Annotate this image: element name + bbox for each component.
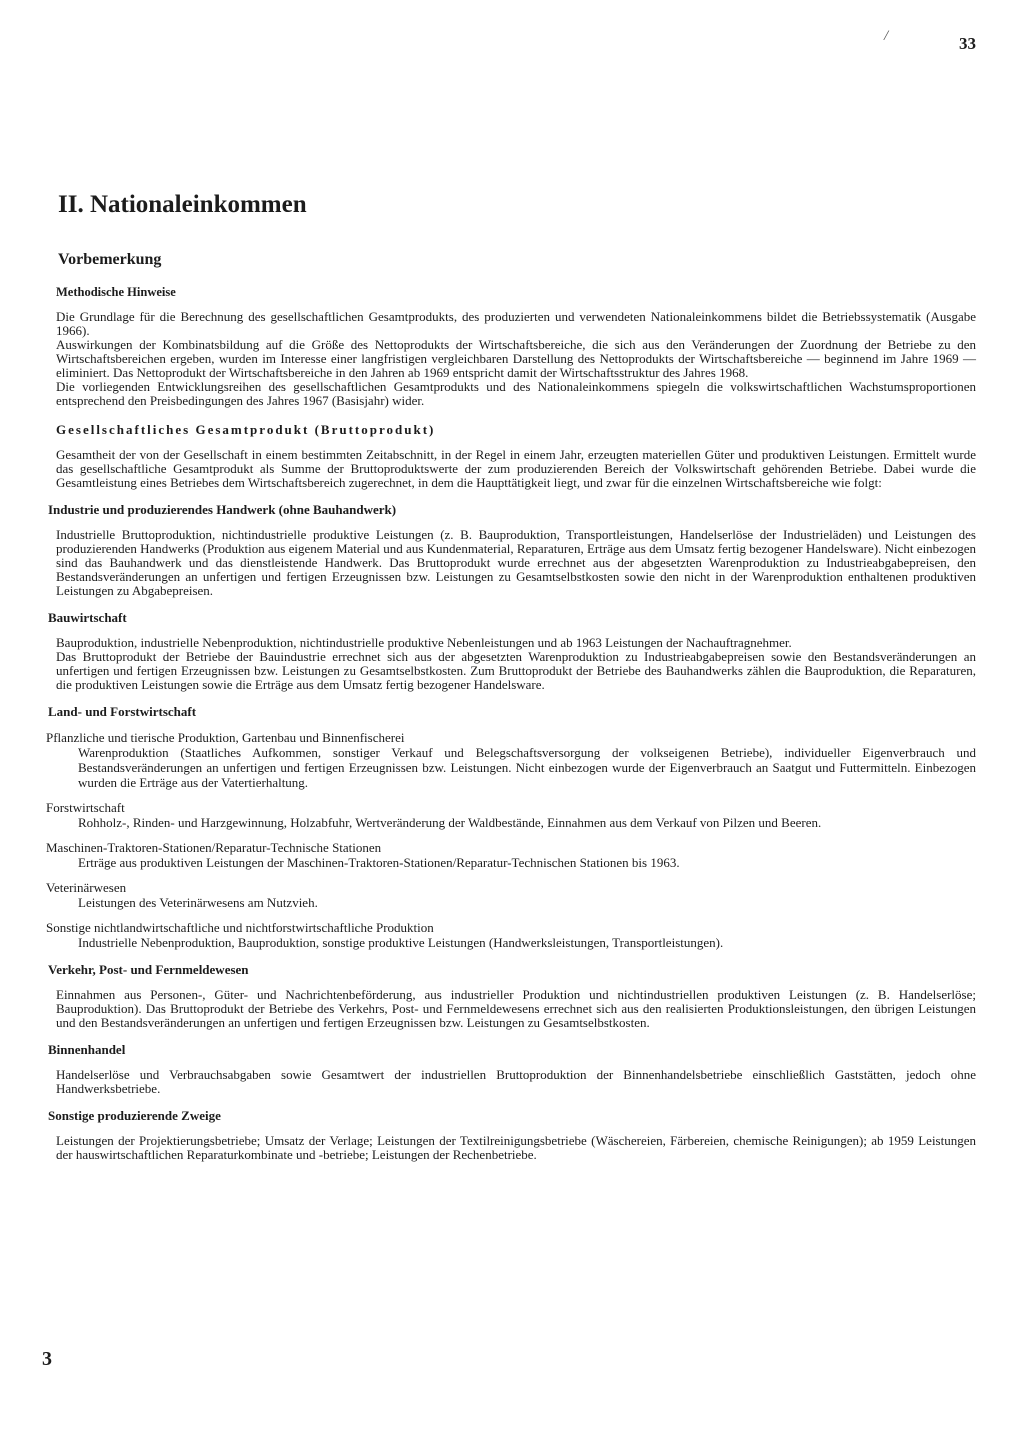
subsection-title: Pflanzliche und tierische Produktion, Gartenbau und Binnenfischerei (46, 730, 405, 745)
subsection-text: Rohholz-, Rinden- und Harzgewinnung, Holzabfuhr, Wertveränderung der Waldbestände, Einnahmen aus dem Verkauf von Pilzen und Beeren. (78, 815, 822, 830)
paragraph: Das Bruttoprodukt der Betriebe der Bauindustrie errechnet sich aus der abgesetzten Warenproduktion zu Industrieabgabepreisen sowie den Bestandsveränderungen an unfertigen und fertigen Erzeugnissen bzw. Leistungen zu Gesamtselbstkosten. Zum Bruttoprodukt der Betriebe des Bauhandwerks zählen die Bauproduktion, die Reparaturen, die produktiven Leistungen sowie die Erträge aus dem Umsatz fertig bezogener Handelsware. (56, 649, 976, 692)
heading-industrie: Industrie und produzierendes Handwerk (ohne Bauhandwerk) (48, 502, 397, 517)
heading-bauwirtschaft: Bauwirtschaft (48, 610, 127, 625)
paragraph: Leistungen der Projektierungsbetriebe; Umsatz der Verlage; Leistungen der Textilreinigungsbetriebe (Wäschereien, Färbereien, chemische Reinigungen); ab 1959 Leistungen der hauswirtschaftlichen Reparaturkombinate und -betriebe; Leistungen der Rechenbetriebe. (56, 1133, 976, 1162)
heading-methodische-hinweise: Methodische Hinweise (56, 285, 176, 299)
main-content (42, 188, 976, 1162)
page-number: 33 (959, 34, 976, 53)
footer-mark: 3 (42, 1348, 52, 1370)
paragraph: Handelserlöse und Verbrauchsabgaben sowie Gesamtwert der industriellen Bruttoproduktion der Binnenhandelsbetriebe einschließlich Gaststätten, jedoch ohne Handwerksbetriebe. (56, 1067, 976, 1096)
heading-verkehr: Verkehr, Post- und Fernmeldewesen (48, 962, 249, 977)
paragraph: Einnahmen aus Personen-, Güter- und Nachrichtenbeförderung, aus industrieller Produktion und nichtindustriellen produktiven Leistungen (z. B. Handelserlöse; Bauproduktion). Das Bruttoprodukt der Betriebe des Verkehrs, Post- und Fernmeldewesens errechnet sich aus den realisierten Produktionsleistungen, den übrigen Leistungen und den Bestandsveränderungen an unfertigen und fertigen Erzeugnissen bzw. Leistungen zu Gesamtselbstkosten. (56, 987, 976, 1030)
subsection-title: Forstwirtschaft (46, 800, 125, 815)
heading-sonstige: Sonstige produzierende Zweige (48, 1108, 221, 1123)
subsection-text: Erträge aus produktiven Leistungen der Maschinen-Traktoren-Stationen/Reparatur-Technischen Stationen bis 1963. (78, 855, 680, 870)
heading-binnenhandel: Binnenhandel (48, 1042, 126, 1057)
subsection-text: Industrielle Nebenproduktion, Bauproduktion, sonstige produktive Leistungen (Handwerksleistungen, Transportleistungen). (78, 935, 724, 950)
paragraph: Auswirkungen der Kombinatsbildung auf die Größe des Nettoprodukts der Wirtschaftsbereiche, die sich aus den Veränderungen der Zuordnung der Betriebe zu den Wirtschaftsbereichen ergeben, wurden im Interesse einer langfristigen vergleichbaren Darstellung des Nettoprodukts der Wirtschaftsbereiche — beginnend im Jahre 1969 — eliminiert. Das Nettoprodukt der Wirtschaftsbereiche in den Jahren ab 1969 entspricht damit der Wirtschaftsstruktur des Jahres 1968. (56, 337, 976, 380)
section-vorbemerkung: Vorbemerkung (58, 251, 162, 268)
heading-gesamtprodukt: Gesellschaftliches Gesamtprodukt (Bruttoprodukt) (56, 422, 436, 437)
paragraph: Gesamtheit der von der Gesellschaft in einem bestimmten Zeitabschnitt, in der Regel in einem Jahr, erzeugten materiellen Güter und produktiven Leistungen. Ermittelt wurde das gesellschaftliche Gesamtprodukt als Summe der Bruttoproduktswerte der zum produzierenden Bereich der Volkswirtschaft gehörenden Betriebe. Dabei wurde die Gesamtleistung eines Betriebes dem Wirtschaftsbereich zugerechnet, in dem die Haupttätigkeit liegt, und zwar für die einzelnen Wirtschaftsbereiche wie folgt: (56, 447, 976, 490)
subsection-title: Veterinärwesen (46, 880, 127, 895)
corner-mark: / (884, 28, 889, 44)
subsection-title: Sonstige nichtlandwirtschaftliche und nichtforstwirtschaftliche Produktion (46, 920, 434, 935)
paragraph: Industrielle Bruttoproduktion, nichtindustrielle produktive Leistungen (z. B. Bauproduktion, Transportleistungen, Handelserlöse der Industrieläden) und Leistungen des produzierenden Handwerks (Produktion aus eigenem Material und aus Kundenmaterial, Reparaturen, Erträge aus dem Umsatz fertig bezogener Handelsware). Nicht einbezogen sind das Bauhandwerk und das dienstleistende Handwerk. Das Bruttoprodukt wurde errechnet aus der abgesetzten Warenproduktion zu Industrieabgabepreisen, den Bestandsveränderungen an unfertigen und fertigen Erzeugnissen bzw. Leistungen zu Gesamtselbstkosten sowie den nicht in der Warenproduktion enthaltenen produktiven Leistungen zu Abgabepreisen. (56, 527, 976, 598)
chapter-title: II. Nationaleinkommen (58, 191, 307, 218)
subsection-text: Leistungen des Veterinärwesens am Nutzvieh. (78, 895, 318, 910)
paragraph: Die Grundlage für die Berechnung des gesellschaftlichen Gesamtprodukts, des produzierten und verwendeten Nationaleinkommens bildet die Betriebssystematik (Ausgabe 1966). (56, 309, 976, 338)
heading-land-forstwirtschaft: Land- und Forstwirtschaft (48, 704, 197, 719)
paragraph: Die vorliegenden Entwicklungsreihen des gesellschaftlichen Gesamtprodukts und des Nationaleinkommens spiegeln die volkswirtschaftlichen Wachstumsproportionen entsprechend den Preisbedingungen des Jahres 1967 (Basisjahr) wider. (56, 379, 976, 408)
subsection-text: Warenproduktion (Staatliches Aufkommen, sonstiger Verkauf und Belegschaftsversorgung der volkseigenen Betriebe), individueller Eigenverbrauch und Bestandsveränderungen an unfertigen und fertigen Erzeugnissen bzw. Leistungen. Nicht einbezogen wurde der Eigenverbrauch an Saatgut und Futtermitteln. Einbezogen wurden die Erträge aus der Vatertierhaltung. (78, 745, 976, 790)
subsection-title: Maschinen-Traktoren-Stationen/Reparatur-Technische Stationen (46, 840, 382, 855)
paragraph: Bauproduktion, industrielle Nebenproduktion, nichtindustrielle produktive Nebenleistungen und ab 1963 Leistungen der Nachauftragnehmer. (56, 635, 792, 650)
